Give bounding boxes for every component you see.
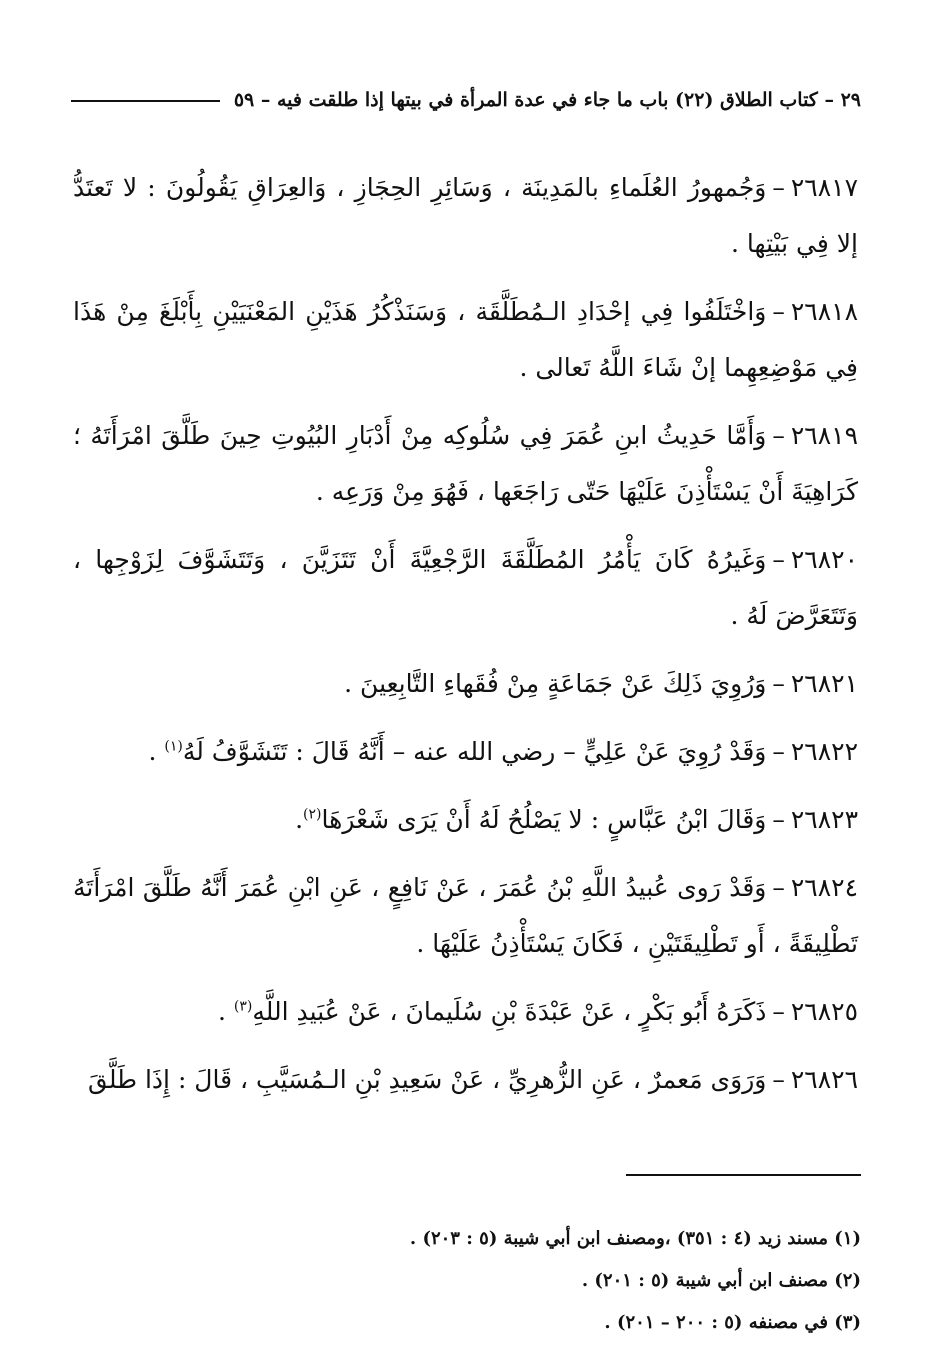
paragraph-number: ٢٦٨٢١ (790, 669, 858, 698)
paragraph-26822: ٢٦٨٢٢–وَقَدْ رُوِيَ عَنْ عَلِيٍّ – رضي الله عنه – أَنَّهُ قَالَ : تَتَشَوَّفُ لَهُ$^{(١)}$ . (148, 737, 858, 766)
paragraph-26824: ٢٦٨٢٤–وَقَدْ رَوى عُبيدُ اللَّهِ بْنُ عُمَرَ ، عَنْ نَافِعٍ ، عَنِ ابْنِ عُمَرَ أَنَّهُ طَلَّقَ امْرَأَتَهُ تَطْلِيقَةً ، أَو تَطْلِيقَتَيْنِ ، فَكَانَ يَسْتَأْذِنُ عَلَيْهَا . (73, 873, 858, 958)
paragraph-text: وَقَدْ رُوِيَ عَنْ عَلِيٍّ – رضي الله عنه – أَنَّهُ قَالَ : تَتَشَوَّفُ لَهُ (182, 737, 767, 766)
footnote-marker[interactable]: (٣) (233, 998, 253, 1015)
paragraph-26823: ٢٦٨٢٣–وَقَالَ ابْنُ عَبَّاسٍ : لا يَصْلُحُ لَهُ أَنْ يَرَى شَعْرَهَا$^{(٢)}$. (295, 805, 858, 834)
paragraph-tail: . (295, 805, 304, 834)
footnote-marker[interactable]: (١) (164, 738, 183, 755)
running-header (71, 82, 861, 118)
paragraph-26818: ٢٦٨١٨–وَاخْتَلَفُوا فِي إحْدَادِ الـمُطَلَّقَة ، وَسَنَذْكُرُ هَذَيْنِ المَعْنَيَيْنِ بِأَبْلَغَ مِنْ هَذَا فِي مَوْضِعِهِما إنْ شَاءَ اللَّهُ تَعالى . (73, 297, 858, 382)
paragraph-number: ٢٦٨٢٦ (790, 1065, 858, 1094)
paragraph-text: وَرَوَى مَعمرٌ ، عَنِ الزُّهرِيِّ ، عَنْ سَعِيدِ بْنِ الـمُسَيَّبِ ، قَالَ : إِذَا طَلَّقَ (88, 1065, 767, 1094)
paragraph-text: وَقَدْ رَوى عُبيدُ اللَّهِ بْنُ عُمَرَ ، عَنْ نَافِعٍ ، عَنِ ابْنِ عُمَرَ أَنَّهُ طَلَّقَ امْرَأَتَهُ تَطْلِيقَةً ، أَو تَطْلِيقَتَيْنِ ، فَكَانَ يَسْتَأْذِنُ عَلَيْهَا . (73, 873, 858, 958)
paragraph-text: وَاخْتَلَفُوا فِي إحْدَادِ الـمُطَلَّقَة ، وَسَنَذْكُرُ هَذَيْنِ المَعْنَيَيْنِ بِأَبْلَغَ مِنْ هَذَا فِي مَوْضِعِهِما إنْ شَاءَ اللَّهُ تَعالى . (73, 297, 858, 382)
paragraph-text: وَجُمهورُ العُلَماءِ بالمَدِينَة ، وَسَائِرِ الحِجَازِ ، وَالعِرَاقِ يَقُولُونَ : لا تَعتَدُّ إلا فِي بَيْتِها . (73, 173, 858, 258)
paragraph-26825: ٢٦٨٢٥–ذَكَرَهُ أَبُو بَكْرٍ ، عَنْ عَبْدَةَ بْنِ سُلَيمانَ ، عَنْ عُبَيدِ اللَّهِ$^{(٣)}$ . (217, 997, 858, 1026)
paragraph-tail: . (217, 997, 234, 1026)
paragraph-text: ذَكَرَهُ أَبُو بَكْرٍ ، عَنْ عَبْدَةَ بْنِ سُلَيمانَ ، عَنْ عُبَيدِ اللَّهِ (252, 997, 767, 1026)
paragraph-text: وَأَمَّا حَدِيثُ ابنِ عُمَرَ فِي سُلُوكِه مِنْ أَدْبَارِ البُيُوتِ حِينَ طَلَّقَ امْرَأَتَهُ ؛ كَرَاهِيَةَ أَنْ يَسْتَأْذِنَ عَلَيْهَا حَتّى رَاجَعَها ، فَهُوَ مِنْ وَرَعِه . (73, 421, 858, 506)
paragraph-tail: . (148, 737, 165, 766)
paragraph-number: ٢٦٨١٧ (790, 173, 858, 202)
paragraph-number: ٢٦٨٢٢ (790, 737, 858, 766)
footnotes (76, 1218, 861, 1344)
paragraph-number: ٢٦٨٢٤ (790, 873, 858, 902)
paragraph-number: ٢٦٨٢٠ (790, 545, 858, 574)
paragraph-26821: ٢٦٨٢١–وَرُوِيَ ذَلِكَ عَنْ جَمَاعَةٍ مِنْ فُقَهاءِ التَّابِعِينَ . (344, 669, 858, 698)
paragraph-number: ٢٦٨١٨ (790, 297, 858, 326)
footnote-separator (626, 1174, 861, 1176)
paragraph-text: وَقَالَ ابْنُ عَبَّاسٍ : لا يَصْلُحُ لَهُ أَنْ يَرَى شَعْرَهَا (321, 805, 767, 834)
running-header-text: ٢٩ – كتاب الطلاق (٢٢) باب ما جاء في عدة المرأة في بيتها إذا طلقت فيه – ٥٩ (233, 89, 861, 111)
paragraph-number: ٢٦٨٢٥ (790, 997, 858, 1026)
paragraph-number: ٢٦٨٢٣ (790, 805, 858, 834)
main-text (73, 160, 858, 1120)
paragraph-26819: ٢٦٨١٩–وَأَمَّا حَدِيثُ ابنِ عُمَرَ فِي سُلُوكِه مِنْ أَدْبَارِ البُيُوتِ حِينَ طَلَّقَ امْرَأَتَهُ ؛ كَرَاهِيَةَ أَنْ يَسْتَأْذِنَ عَلَيْهَا حَتّى رَاجَعَها ، فَهُوَ مِنْ وَرَعِه . (73, 421, 858, 506)
paragraph-26826: ٢٦٨٢٦–وَرَوَى مَعمرٌ ، عَنِ الزُّهرِيِّ ، عَنْ سَعِيدِ بْنِ الـمُسَيَّبِ ، قَالَ : إِذَا طَلَّقَ (88, 1065, 858, 1094)
paragraph-26820: ٢٦٨٢٠–وَغَيرُهُ كَانَ يَأْمُرُ المُطَلَّقَةَ الرَّجْعِيَّةَ أَنْ تَتَزَيَّنَ ، وَتَتَشَوَّفَ لِزَوْجِها ، وَتَتَعَرَّضَ لَهُ . (73, 545, 858, 630)
paragraph-number: ٢٦٨١٩ (790, 421, 858, 450)
footnote-marker[interactable]: (٢) (303, 806, 322, 823)
footnote-1: (١) مسند زيد (٤ : ٣٥١) ،ومصنف ابن أبي شيبة (٥ : ٢٠٣) . (409, 1228, 861, 1249)
paragraph-26817: ٢٦٨١٧–وَجُمهورُ العُلَماءِ بالمَدِينَة ، وَسَائِرِ الحِجَازِ ، وَالعِرَاقِ يَقُولُونَ : لا تَعتَدُّ إلا فِي بَيْتِها . (73, 173, 858, 258)
paragraph-text: وَغَيرُهُ كَانَ يَأْمُرُ المُطَلَّقَةَ الرَّجْعِيَّةَ أَنْ تَتَزَيَّنَ ، وَتَتَشَوَّفَ لِزَوْجِها ، وَتَتَعَرَّضَ لَهُ . (73, 545, 858, 630)
footnote-2: (٢) مصنف ابن أبي شيبة (٥ : ٢٠١) . (581, 1270, 861, 1291)
paragraph-text: وَرُوِيَ ذَلِكَ عَنْ جَمَاعَةٍ مِنْ فُقَهاءِ التَّابِعِينَ . (344, 669, 767, 698)
footnote-3: (٣) في مصنفه (٥ : ٢٠٠ – ٢٠١) . (604, 1312, 861, 1333)
header-rule (71, 100, 220, 102)
